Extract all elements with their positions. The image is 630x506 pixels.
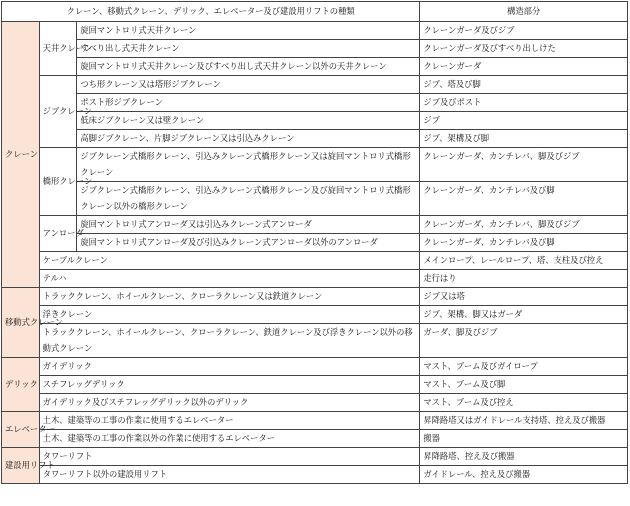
parts-cell: ジブ、架構、脚又はガーダ	[420, 306, 628, 324]
parts-cell: マスト、ブーム及びガイロープ	[420, 358, 628, 376]
type-cell: トラッククレーン、ホイールクレーン、クローラクレーン、鉄道クレーン及び浮きクレーン以外の移動式クレーン	[39, 324, 420, 358]
parts-cell: 走行はり	[420, 270, 628, 288]
type-cell: 浮きクレーン	[39, 306, 420, 324]
parts-cell: クレーンガーダ、カンチレバ、脚及びジブ	[420, 148, 628, 182]
subcategory-bridge: 橋形クレーン	[39, 148, 77, 216]
type-cell: ケーブルクレーン	[39, 252, 420, 270]
table-row	[2, 148, 628, 182]
category-crane: クレーン	[2, 22, 40, 288]
table-row	[2, 288, 628, 306]
header-structure: 構造部分	[420, 2, 628, 22]
type-cell: 旋回マントロリ式アンローダ又は引込みクレーン式アンローダ	[77, 216, 420, 234]
table-header-row	[2, 2, 628, 22]
type-cell: 旋回マントロリ式天井クレーン及びすべり出し式天井クレーン以外の天井クレーン	[77, 58, 420, 76]
parts-cell: マスト、ブーム及び控え	[420, 394, 628, 412]
table-row	[2, 376, 628, 394]
type-cell: 旋回マントロリ式天井クレーン	[77, 22, 420, 40]
parts-cell: ガーダ、脚及びジブ	[420, 324, 628, 358]
table-row	[2, 40, 628, 58]
header-types: クレーン、移動式クレーン、デリック、エレベーター及び建設用リフトの種類	[2, 2, 420, 22]
table-row	[2, 270, 628, 288]
table-row	[2, 412, 628, 430]
category-elevator: エレベーター	[2, 412, 40, 448]
parts-cell: ジブ	[420, 112, 628, 130]
table-row	[2, 234, 628, 252]
table-row	[2, 306, 628, 324]
parts-cell: ジブ、架構及び脚	[420, 130, 628, 148]
subcategory-overhead: 天井クレーン	[39, 22, 77, 76]
parts-cell: ジブ、塔及び脚	[420, 76, 628, 94]
type-cell: ガイデリック	[39, 358, 420, 376]
parts-cell: ジブ又は塔	[420, 288, 628, 306]
type-cell: タワーリフト	[39, 448, 420, 466]
parts-cell: マスト、ブーム及び脚	[420, 376, 628, 394]
table-row	[2, 466, 628, 484]
type-cell: 土木、建築等の工事の作業に使用するエレベーター	[39, 412, 420, 430]
table-row	[2, 448, 628, 466]
type-cell: すべり出し式天井クレーン	[77, 40, 420, 58]
table-row	[2, 430, 628, 448]
table-row	[2, 358, 628, 376]
type-cell: テルハ	[39, 270, 420, 288]
type-cell: 高脚ジブクレーン、片脚ジブクレーン又は引込みクレーン	[77, 130, 420, 148]
category-lift: 建設用リフト	[2, 448, 40, 484]
parts-cell: クレーンガーダ、カンチレバ及び脚	[420, 182, 628, 216]
type-cell: スチフレッグデリック	[39, 376, 420, 394]
table-row	[2, 58, 628, 76]
table-row	[2, 76, 628, 94]
parts-cell: 昇降路塔、控え及び搬器	[420, 448, 628, 466]
parts-cell: クレーンガーダ、カンチレバ、脚及びジブ	[420, 216, 628, 234]
parts-cell: ガイドレール、控え及び搬器	[420, 466, 628, 484]
type-cell: つち形クレーン又は塔形ジブクレーン	[77, 76, 420, 94]
table-row	[2, 22, 628, 40]
parts-cell: ジブ及びポスト	[420, 94, 628, 112]
type-cell: トラッククレーン、ホイールクレーン、クローラクレーン又は鉄道クレーン	[39, 288, 420, 306]
parts-cell: クレーンガーダ及びすべり出しけた	[420, 40, 628, 58]
category-derrick: デリック	[2, 358, 40, 412]
type-cell: ガイデリック及びスチフレッグデリック以外のデリック	[39, 394, 420, 412]
subcategory-jib: ジブクレーン	[39, 76, 77, 148]
structure-table	[1, 1, 628, 484]
table-row	[2, 324, 628, 358]
parts-cell: クレーンガーダ	[420, 58, 628, 76]
table-row	[2, 182, 628, 216]
type-cell: 旋回マントロリ式アンローダ及び引込みクレーン式アンローダ以外のアンローダ	[77, 234, 420, 252]
table-row	[2, 252, 628, 270]
type-cell: 低床ジブクレーン又は壁クレーン	[77, 112, 420, 130]
type-cell: タワーリフト以外の建設用リフト	[39, 466, 420, 484]
table-row	[2, 94, 628, 112]
table-row	[2, 130, 628, 148]
type-cell: 土木、建築等の工事の作業以外の作業に使用するエレベーター	[39, 430, 420, 448]
type-cell: ジブクレーン式橋形クレーン、引込みクレーン式橋形クレーン又は旋回マントロリ式橋形クレーン	[77, 148, 420, 182]
table-row	[2, 394, 628, 412]
table-row	[2, 112, 628, 130]
type-cell: ジブクレーン式橋形クレーン、引込みクレーン式橋形クレーン及び旋回マントロリ式橋形クレーン以外の橋形クレーン	[77, 182, 420, 216]
table-row	[2, 216, 628, 234]
parts-cell: クレーンガーダ及びジブ	[420, 22, 628, 40]
parts-cell: 搬器	[420, 430, 628, 448]
category-mobile-crane: 移動式クレーン	[2, 288, 40, 358]
parts-cell: 昇降路塔又はガイドレール支持塔、控え及び搬器	[420, 412, 628, 430]
subcategory-unloader: アンローダ	[39, 216, 77, 252]
type-cell: ポスト形ジブクレーン	[77, 94, 420, 112]
parts-cell: クレーンガーダ、カンチレバ及び脚	[420, 234, 628, 252]
parts-cell: メインロープ、レールロープ、塔、支柱及び控え	[420, 252, 628, 270]
